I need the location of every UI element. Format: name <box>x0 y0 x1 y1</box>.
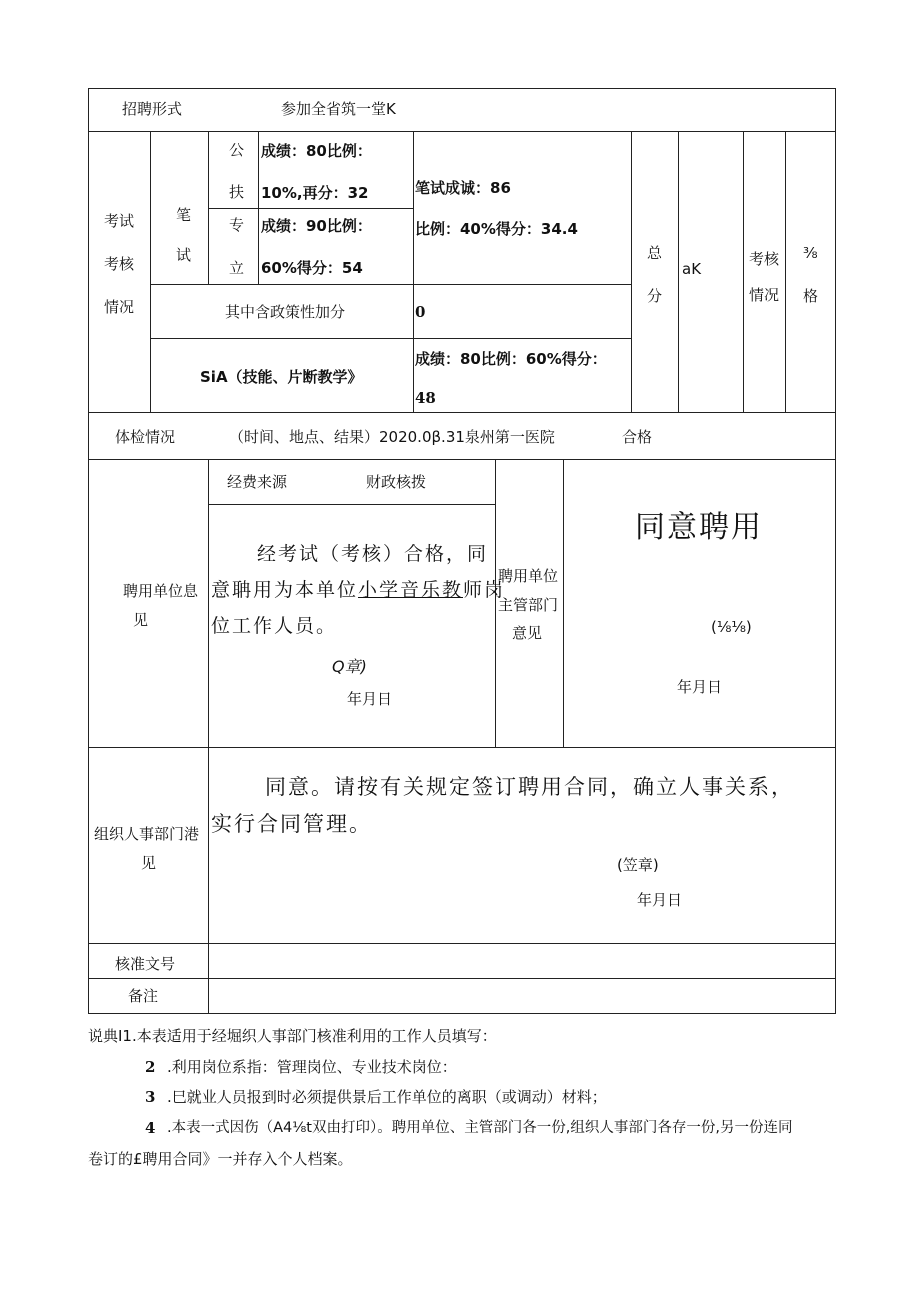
assess-label-1: 考核 <box>749 250 780 268</box>
hr-label-1: 组织人事部门港 <box>94 825 200 843</box>
exam-label-3: 情况 <box>104 298 135 316</box>
employer-seal: Q章) <box>332 657 367 676</box>
hr-opinion-line1: 同意。请按有关规定签订聘用合同，确立人事关系， <box>265 775 794 799</box>
supervisor-label-3: 意见 <box>512 624 543 642</box>
employer-opinion-line3: 位工作人员。 <box>211 615 338 637</box>
note-line-5: 卷订的£聘用合同》一并存入个人档案。 <box>88 1150 353 1168</box>
hr-seal: (笠章) <box>617 856 659 874</box>
physical-detail: （时间、地点、结果）2020.0β.31泉州第一医院 <box>229 428 555 446</box>
assess-value-2: 格 <box>803 287 819 305</box>
exam-label-2: 考核 <box>104 255 135 273</box>
written-score-line1: 笔试成诚：86 <box>415 179 511 197</box>
physical-result: 合格 <box>622 428 653 446</box>
total-label-1: 总 <box>647 244 663 262</box>
assess-label-2: 情况 <box>749 286 780 304</box>
major-score-line2: 60%得分：54 <box>261 259 363 277</box>
employer-opinion-line1: 经考试（考核）合格，同 <box>257 543 489 565</box>
major-char-1: 专 <box>229 216 245 234</box>
total-label-2: 分 <box>647 287 663 305</box>
employer-opinion-position: 小学音乐教 <box>358 579 464 601</box>
employer-opinion-line2c: 师岗 <box>463 579 506 601</box>
public-score-line2: 10%,再分：32 <box>261 184 369 202</box>
funding-value: 财政核拨 <box>366 473 427 491</box>
supervisor-date: 年月日 <box>677 678 723 696</box>
employer-date: 年月日 <box>347 690 393 708</box>
policy-value: 0 <box>415 303 426 321</box>
funding-label: 经费来源 <box>227 473 288 491</box>
note-line-2: .利用岗位系指：管理岗位、专业技术岗位： <box>167 1058 457 1076</box>
written-score-line2: 比例：40%得分：34.4 <box>415 220 578 238</box>
employer-label-1: 聘用单位息 <box>123 582 199 600</box>
note-number-4: 4 <box>145 1119 156 1137</box>
note-line-1: 说典I1.本表适用于经堀织人事部门核准利用的工作人员填写： <box>88 1027 497 1045</box>
major-char-2: 立 <box>229 259 245 277</box>
hr-label-2: 见 <box>141 854 157 872</box>
employer-opinion-line2a: 意聃用为本单位 <box>211 579 359 601</box>
note-line-3: .巳就业人员报到时必须提供景后工作单位的离职（或调动）材料； <box>167 1088 607 1106</box>
supervisor-opinion: 同意聘用 <box>635 510 763 545</box>
recruit-value: 参加全省筑一堂K <box>281 100 396 118</box>
employer-opinion-line2 <box>211 581 505 600</box>
policy-label: 其中含政策性加分 <box>225 303 346 321</box>
remarks-label: 备注 <box>128 987 159 1005</box>
exam-label-1: 考试 <box>104 212 135 230</box>
hr-opinion-line2: 实行合同管理。 <box>211 812 372 836</box>
assess-value-1: ⅜ <box>803 244 818 262</box>
note-number-3: 3 <box>145 1088 156 1106</box>
public-score-line1: 成绩：80比例： <box>261 142 372 160</box>
public-char-1: 公 <box>229 141 245 159</box>
written-label-2: 试 <box>176 246 192 264</box>
skill-score-line2: 48 <box>415 389 436 407</box>
approval-label: 核准文号 <box>115 955 176 973</box>
skill-score-line1: 成绩：80比例：60%得分： <box>415 350 607 368</box>
public-char-2: 扶 <box>229 183 245 201</box>
skill-label: SiA（技能、片断教学》 <box>200 368 363 386</box>
note-line-4: .本表一式因伤（A4⅛t双由打印）。聘用单位、主管部门各一份,组织人事部门各存一份,另一份连同 <box>167 1120 793 1136</box>
written-label-1: 笔 <box>176 206 192 224</box>
supervisor-label-1: 聘用单位 <box>498 567 559 585</box>
total-value: aK <box>682 260 702 278</box>
supervisor-seal: (⅛⅛) <box>711 618 752 636</box>
hr-date: 年月日 <box>637 891 683 909</box>
supervisor-label-2: 主管部门 <box>498 596 559 614</box>
note-number-2: 2 <box>145 1058 156 1076</box>
physical-label: 体检情况 <box>115 428 176 446</box>
employer-label-2: 见 <box>133 611 149 629</box>
major-score-line1: 成绩：90比例： <box>261 217 372 235</box>
recruit-label: 招聘形式 <box>122 100 183 118</box>
